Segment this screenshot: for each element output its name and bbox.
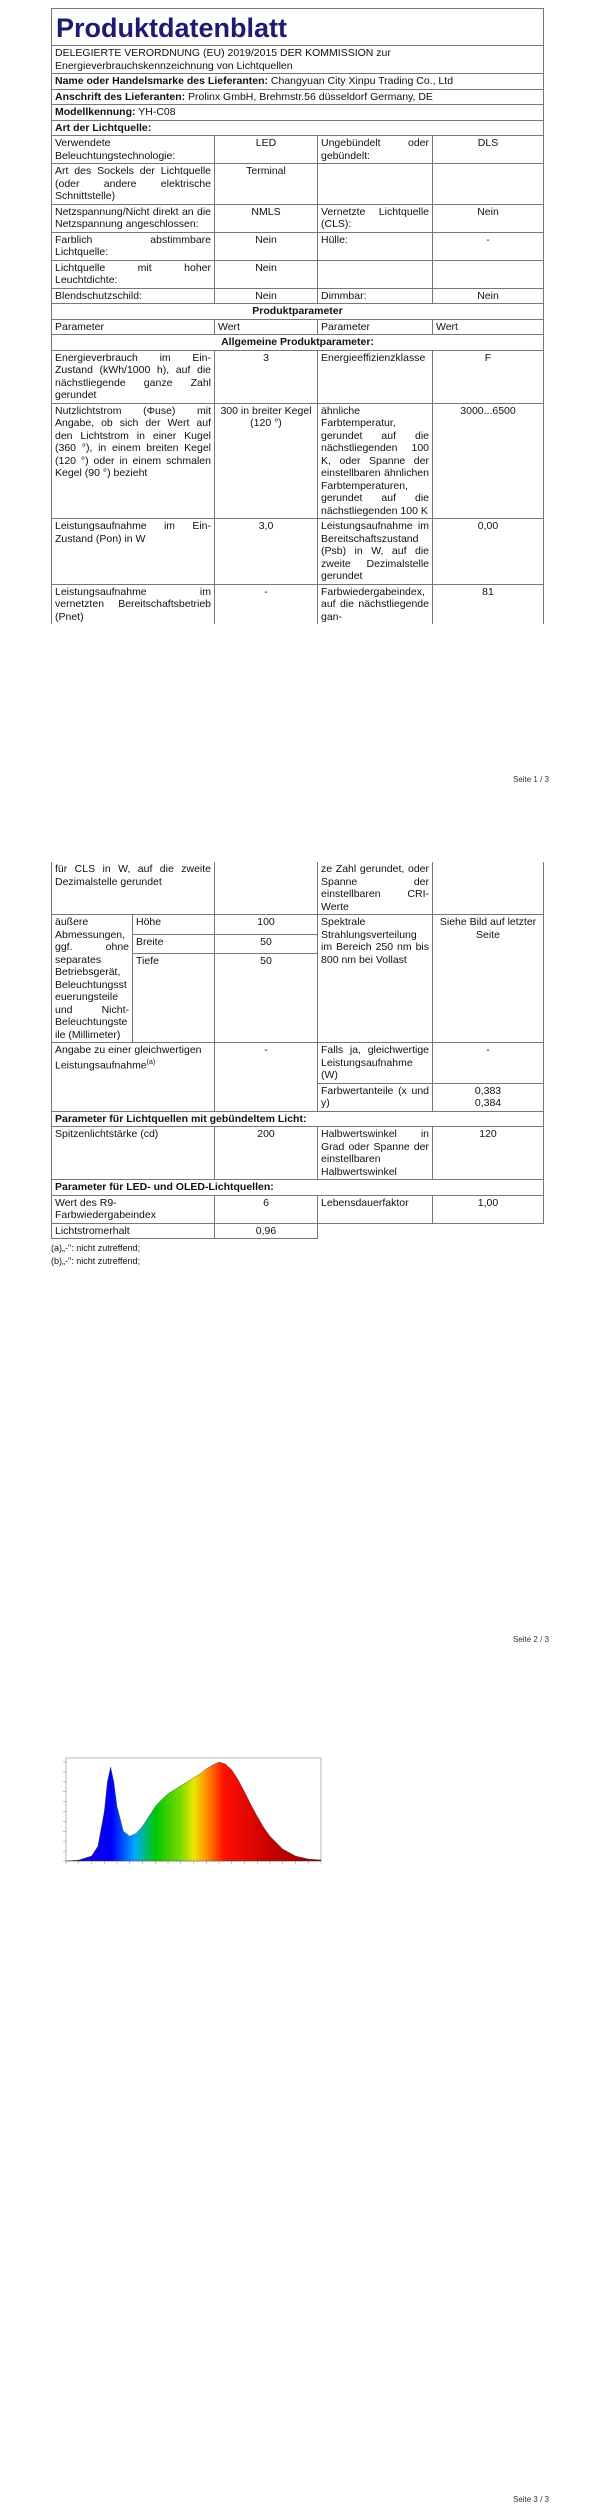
tunable-value: Nein <box>215 232 318 260</box>
efficiency-class-label: Energieeffizienzklasse <box>318 350 433 403</box>
continued-right: ze Zahl gerundet, oder Spanne der einstellbaren CRI-Werte <box>318 862 433 915</box>
col-value-2: Wert <box>433 319 544 335</box>
supplier-name-row <box>52 74 544 90</box>
continued-left: für CLS in W, auf die zweite Dezimalstelle gerundet <box>52 862 215 915</box>
spectral-distribution-chart <box>56 1755 326 1873</box>
datasheet-page-1 <box>51 8 543 624</box>
page-title: Produktdatenblatt <box>52 9 544 46</box>
survival-factor-value: 1,00 <box>433 1195 544 1223</box>
lumen-maintenance-value: 0,96 <box>215 1223 318 1239</box>
tech-label: Verwendete Beleuchtungstechnologie: <box>52 136 215 164</box>
height-label: Höhe <box>133 915 215 935</box>
standby-label: Leistungsaufnahme im Bereitschaftszustand (Psb) in W, auf die zweite Dezimalstelle gerundet <box>318 519 433 585</box>
unbundled-value: DLS <box>433 136 544 164</box>
product-params-heading: Produktparameter <box>52 304 544 320</box>
datasheet-table-1 <box>51 8 544 624</box>
chromaticity-label: Farbwertanteile (x und y) <box>318 1083 433 1111</box>
col-param-2: Parameter <box>318 319 433 335</box>
page-3 <box>0 1700 591 2510</box>
width-value: 50 <box>215 934 318 954</box>
footnote-a-mark: (a) <box>51 1243 62 1253</box>
survival-factor-label: Lebensdauerfaktor <box>318 1195 433 1223</box>
spectral-label: Spektrale Strahlungsverteilung im Bereich 250 nm bis 800 nm bei Vollast <box>318 915 433 1043</box>
footnote-b-text: „-": nicht zutreffend; <box>62 1256 141 1266</box>
page-number-1: Seite 1 / 3 <box>512 775 549 784</box>
energy-value: 3 <box>215 350 318 403</box>
cri-label: Farbwiedergabeindex, auf die nächstliegende gan- <box>318 584 433 624</box>
general-params-heading: Allgemeine Produktparameter: <box>52 335 544 351</box>
equiv-value: - <box>215 1043 318 1112</box>
envelope-value: - <box>433 232 544 260</box>
directional-heading: Parameter für Lichtquellen mit gebündeltem Licht: <box>52 1111 544 1127</box>
footnote-b <box>51 1255 543 1268</box>
dimmable-label: Dimmbar: <box>318 288 433 304</box>
tunable-label: Farblich abstimmbare Lichtquelle: <box>52 232 215 260</box>
page-1 <box>0 0 591 784</box>
footnote-a-text: „-": nicht zutreffend; <box>62 1243 141 1253</box>
cct-value: 3000...6500 <box>433 403 544 519</box>
cct-label: ähnliche Farbtemperatur, gerundet auf die nächstliegenden 100 K, oder Spanne der einstellbaren ähnlichen Farbtemperaturen, gerundet auf die nächstliegenden 100 K <box>318 403 433 519</box>
page-number-3: Seite 3 / 3 <box>512 2495 549 2504</box>
energy-label: Energieverbrauch im Ein-Zustand (kWh/1000 h), auf die nächstliegende ganze Zahl gerundet <box>52 350 215 403</box>
depth-label: Tiefe <box>133 954 215 1043</box>
mains-label: Netzspannung/Nicht direkt an die Netzspannung angeschlossen: <box>52 204 215 232</box>
socket-label: Art des Sockels der Lichtquelle (oder andere elektrische Schnittstelle) <box>52 164 215 205</box>
led-heading: Parameter für LED- und OLED-Lichtquellen: <box>52 1180 544 1196</box>
flux-label: Nutzlichtstrom (Φuse) mit Angabe, ob sich der Wert auf den Lichtstrom in einer Kugel (360 °), in einem breiten Kegel (120 °) oder in einem schmalen Kegel (90 °) bezieht <box>52 403 215 519</box>
peak-intensity-value: 200 <box>215 1127 318 1180</box>
glare-label: Blendschutzschild: <box>52 288 215 304</box>
spectrum-area <box>66 1762 321 1861</box>
dimensions-label: äußere Abmessungen, ggf. ohne separates Betriebsgerät, Beleuchtungssteuerungsteile und Nicht-Beleuchtungsteile (Millimeter) <box>52 915 133 1043</box>
efficiency-class-value: F <box>433 350 544 403</box>
r9-value: 6 <box>215 1195 318 1223</box>
standby-value: 0,00 <box>433 519 544 585</box>
high-luminance-label: Lichtquelle mit hoher Leuchtdichte: <box>52 260 215 288</box>
chromaticity-y: 0,384 <box>474 1097 502 1109</box>
model-row <box>52 105 544 121</box>
col-value-1: Wert <box>215 319 318 335</box>
glare-value: Nein <box>215 288 318 304</box>
regulation-text: DELEGIERTE VERORDNUNG (EU) 2019/2015 DER KOMMISSION zur Energieverbrauchskennzeichnung von Lichtquellen <box>52 46 544 74</box>
dimmable-value: Nein <box>433 288 544 304</box>
height-value: 100 <box>215 915 318 935</box>
supplier-name-value: Changyuan City Xinpu Trading Co., Ltd <box>270 75 454 87</box>
light-source-type-heading: Art der Lichtquelle: <box>52 120 544 136</box>
y-axis-ticks <box>63 1762 66 1861</box>
unbundled-label: Ungebündelt oder gebündelt: <box>318 136 433 164</box>
col-param-1: Parameter <box>52 319 215 335</box>
beam-angle-label: Halbwertswinkel in Grad oder Spanne der einstellbaren Halbwertswinkel <box>318 1127 433 1180</box>
width-label: Breite <box>133 934 215 954</box>
connected-label: Vernetzte Lichtquelle (CLS): <box>318 204 433 232</box>
datasheet-page-2 <box>51 862 543 1268</box>
r9-label: Wert des R9-Farbwiedergabeindex <box>52 1195 215 1223</box>
flux-value: 300 in breiter Kegel (120 °) <box>215 403 318 519</box>
high-luminance-value: Nein <box>215 260 318 288</box>
peak-intensity-label: Spitzenlichtstärke (cd) <box>52 1127 215 1180</box>
socket-value: Terminal <box>215 164 318 205</box>
mains-value: NMLS <box>215 204 318 232</box>
chromaticity-values <box>433 1083 544 1111</box>
connected-value: Nein <box>433 204 544 232</box>
footnotes <box>51 1242 543 1268</box>
cri-value: 81 <box>433 584 544 624</box>
model-value: YH-C08 <box>138 106 176 118</box>
supplier-address-label: Anschrift des Lieferanten: <box>55 90 186 103</box>
lumen-maintenance-label: Lichtstromerhalt <box>52 1223 215 1239</box>
supplier-address-value: Prolinx GmbH, Brehmstr.56 düsseldorf Germany, DE <box>188 90 433 103</box>
spectral-value: Siehe Bild auf letzter Seite <box>433 915 544 1043</box>
supplier-name-label: Name oder Handelsmarke des Lieferanten: <box>55 75 268 87</box>
chromaticity-x: 0,383 <box>474 1084 502 1097</box>
supplier-address-row <box>52 89 544 105</box>
tech-value: LED <box>215 136 318 164</box>
networked-label: Leistungsaufnahme im vernetzten Bereitschaftsbetrieb (Pnet) <box>52 584 215 624</box>
beam-angle-value: 120 <box>433 1127 544 1180</box>
datasheet-table-2 <box>51 862 544 1239</box>
networked-value: - <box>215 584 318 624</box>
equiv-footnote-mark: (a) <box>146 1058 156 1066</box>
envelope-label: Hülle: <box>318 232 433 260</box>
equiv-label-cell <box>52 1043 215 1112</box>
equiv-power-value: - <box>433 1043 544 1084</box>
x-axis-ticks <box>66 1861 321 1864</box>
footnote-a <box>51 1242 543 1255</box>
power-on-value: 3,0 <box>215 519 318 585</box>
model-label: Modellkennung: <box>55 106 136 118</box>
page-2 <box>0 840 591 1650</box>
page-number-2: Seite 2 / 3 <box>512 1635 549 1644</box>
depth-value: 50 <box>215 954 318 1043</box>
equiv-label: Angabe zu einer gleichwertigen Leistungsaufnahme <box>55 1044 202 1071</box>
power-on-label: Leistungsaufnahme im Ein-Zustand (Pon) in W <box>52 519 215 585</box>
equiv-power-label: Falls ja, gleichwertige Leistungsaufnahme (W) <box>318 1043 433 1084</box>
footnote-b-mark: (b) <box>51 1256 62 1266</box>
